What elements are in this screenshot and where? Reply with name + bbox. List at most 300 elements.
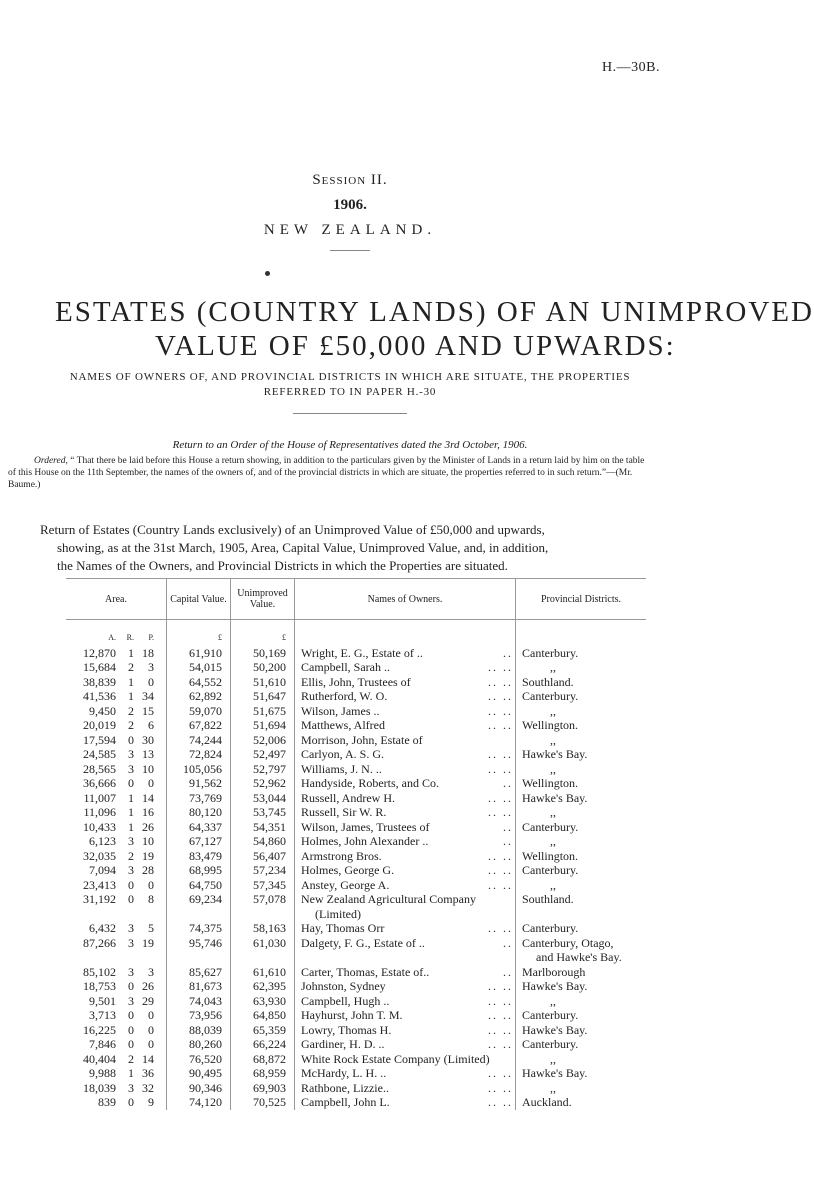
capital-value: 85,627 xyxy=(167,965,231,980)
area-roods: 3 xyxy=(128,1080,134,1095)
header-provincial-districts: Provincial Districts. xyxy=(516,579,647,620)
unimproved-value: 54,860 xyxy=(231,834,295,849)
area-perches: 26 xyxy=(142,979,154,993)
owner-name-cell xyxy=(295,733,516,748)
owner-name-cell xyxy=(295,660,516,675)
owner-name-cell xyxy=(295,863,516,878)
table-row xyxy=(66,892,646,921)
table-row xyxy=(66,994,646,1009)
capital-value: 61,910 xyxy=(167,646,231,661)
capital-value: 88,039 xyxy=(167,1023,231,1038)
owner-name-cell xyxy=(295,820,516,835)
leader-dots: .. .. xyxy=(488,703,513,718)
area-roods: 3 xyxy=(128,863,134,877)
capital-value: 95,746 xyxy=(167,936,231,965)
area-acres: 6,432 xyxy=(89,921,116,935)
owner-name: Dalgety, F. G., Estate of .. xyxy=(301,935,425,950)
capital-value: 90,346 xyxy=(167,1081,231,1096)
district-cell xyxy=(516,965,647,980)
leader-dots: .. .. xyxy=(488,1066,513,1080)
table-row xyxy=(66,1066,646,1081)
district-cell xyxy=(516,776,647,791)
leader-dots: .. .. xyxy=(488,1022,513,1037)
capital-value: 80,120 xyxy=(167,805,231,820)
owner-name: Russell, Andrew H. xyxy=(301,790,395,805)
district: Canterbury. xyxy=(522,1008,579,1022)
owner-name-cell xyxy=(295,646,516,661)
title-line-2: VALUE OF £50,000 AND UPWARDS: xyxy=(155,330,676,362)
area-perches: 0 xyxy=(148,1008,154,1022)
capital-value: 74,375 xyxy=(167,921,231,936)
ornament-dot xyxy=(265,271,270,276)
owner-name-cell xyxy=(295,1095,516,1110)
district-cell xyxy=(516,936,647,965)
district: ,, xyxy=(550,993,556,1008)
district-cell xyxy=(516,1052,647,1067)
district: Auckland. xyxy=(522,1095,572,1109)
title-divider xyxy=(293,413,407,414)
area-roods: 0 xyxy=(128,1037,134,1051)
leader-dots: .. .. xyxy=(488,674,513,689)
unimproved-value: 52,797 xyxy=(231,762,295,777)
owner-name: New Zealand Agricultural Company xyxy=(301,892,476,906)
area-acres: 38,839 xyxy=(83,674,116,689)
area-roods: 3 xyxy=(128,964,134,979)
owner-name-cell xyxy=(295,1023,516,1038)
owner-name-cell xyxy=(295,689,516,704)
table-row xyxy=(66,762,646,777)
unimproved-value: 53,745 xyxy=(231,805,295,820)
unimproved-value: 51,610 xyxy=(231,675,295,690)
area-perches: 3 xyxy=(148,660,154,674)
leader-dots: .. .. xyxy=(488,848,513,863)
return-line-1: Return of Estates (Country Lands exclusively) of an Unimproved Value of £50,000 and upwards, xyxy=(40,522,545,537)
country-label: NEW ZEALAND. xyxy=(263,222,437,238)
return-line-3: the Names of the Owners, and Provincial Districts in which the Properties are situated. xyxy=(57,558,508,573)
table-row xyxy=(66,820,646,835)
area-acres: 20,019 xyxy=(83,718,116,732)
capital-value: 72,824 xyxy=(167,747,231,762)
area-roods: 1 xyxy=(128,645,134,660)
district-cell xyxy=(516,718,647,733)
owner-name: McHardy, L. H. .. xyxy=(301,1066,387,1080)
short-divider xyxy=(330,250,370,251)
district: Hawke's Bay. xyxy=(522,790,588,805)
table-row xyxy=(66,979,646,994)
owner-name: Armstrong Bros. xyxy=(301,848,382,863)
area-acres: 18,753 xyxy=(83,979,116,993)
area-perches: 30 xyxy=(142,732,154,747)
capital-value: 64,337 xyxy=(167,820,231,835)
leader-dots: .. .. xyxy=(488,863,513,877)
owner-name: Carlyon, A. S. G. xyxy=(301,747,385,761)
area-roods: 2 xyxy=(128,660,134,674)
unimproved-value: 53,044 xyxy=(231,791,295,806)
unit-acres: A. xyxy=(108,633,116,642)
leader-dots: .. .. xyxy=(488,689,513,703)
district-cell xyxy=(516,1037,647,1052)
capital-value: 81,673 xyxy=(167,979,231,994)
unit-roods: R. xyxy=(126,633,134,642)
owner-name: Campbell, John L. xyxy=(301,1095,390,1109)
area-roods: 3 xyxy=(128,747,134,761)
units-row xyxy=(66,620,646,646)
area-acres: 9,988 xyxy=(89,1066,116,1080)
unimproved-value: 52,497 xyxy=(231,747,295,762)
owner-name: Williams, J. N. .. xyxy=(301,761,382,776)
owner-name: White Rock Estate Company (Limited) xyxy=(301,1051,490,1066)
leader-dots: .. xyxy=(503,935,513,950)
area-acres: 31,192 xyxy=(83,892,116,906)
area-acres: 15,684 xyxy=(83,660,116,674)
capital-value: 62,892 xyxy=(167,689,231,704)
district-cell xyxy=(516,704,647,719)
area-acres: 10,433 xyxy=(83,819,116,834)
unimproved-value: 63,930 xyxy=(231,994,295,1009)
leader-dots: .. .. xyxy=(488,1008,513,1022)
capital-value: 91,562 xyxy=(167,776,231,791)
district-cell xyxy=(516,849,647,864)
area-roods: 2 xyxy=(128,718,134,732)
area-roods: 0 xyxy=(128,979,134,993)
unimproved-value: 58,163 xyxy=(231,921,295,936)
owner-name-cell xyxy=(295,979,516,994)
area-acres: 23,413 xyxy=(83,877,116,892)
table-row xyxy=(66,921,646,936)
header-unimproved-value: Unimproved Value. xyxy=(231,579,295,620)
owner-name: Campbell, Hugh .. xyxy=(301,993,390,1008)
owner-name: Anstey, George A. xyxy=(301,877,390,892)
table-row xyxy=(66,834,646,849)
area-perches: 0 xyxy=(148,877,154,892)
area-acres: 40,404 xyxy=(83,1051,116,1066)
owner-name-cell xyxy=(295,1066,516,1081)
unimproved-value: 68,959 xyxy=(231,1066,295,1081)
paper-reference: H.—30B. xyxy=(602,60,660,75)
table-row xyxy=(66,791,646,806)
title-line-1: ESTATES (COUNTRY LANDS) OF AN UNIMPROVED xyxy=(55,296,814,328)
unimproved-value: 57,345 xyxy=(231,878,295,893)
owner-name-cell xyxy=(295,834,516,849)
district: Wellington. xyxy=(522,848,579,863)
session-label: Session II. xyxy=(312,172,388,188)
area-perches: 28 xyxy=(142,863,154,877)
district-cell xyxy=(516,834,647,849)
area-acres: 7,846 xyxy=(89,1037,116,1051)
area-roods: 2 xyxy=(128,703,134,718)
area-roods: 2 xyxy=(128,1051,134,1066)
area-perches: 14 xyxy=(142,790,154,805)
area-acres: 17,594 xyxy=(83,732,116,747)
owner-name-cell xyxy=(295,878,516,893)
area-perches: 26 xyxy=(142,819,154,834)
district: Hawke's Bay. xyxy=(522,1022,588,1037)
header-capital-value: Capital Value. xyxy=(167,579,231,620)
unimproved-value: 61,030 xyxy=(231,936,295,965)
capital-value: 90,495 xyxy=(167,1066,231,1081)
unit-capital: £ xyxy=(167,620,231,646)
area-perches: 0 xyxy=(148,1022,154,1037)
leader-dots: .. .. xyxy=(488,805,513,819)
capital-value: 64,750 xyxy=(167,878,231,893)
leader-dots: .. .. xyxy=(488,877,513,892)
owner-name: Rutherford, W. O. xyxy=(301,689,388,703)
area-acres: 32,035 xyxy=(83,848,116,863)
area-roods: 1 xyxy=(128,790,134,805)
district-cell xyxy=(516,863,647,878)
area-roods: 3 xyxy=(128,834,134,848)
area-perches: 13 xyxy=(142,747,154,761)
area-roods: 1 xyxy=(128,689,134,703)
area-roods: 2 xyxy=(128,848,134,863)
unimproved-value: 64,850 xyxy=(231,1008,295,1023)
ordered-lead: Ordered, xyxy=(34,456,68,466)
area-roods: 3 xyxy=(128,921,134,935)
table-row xyxy=(66,1052,646,1067)
capital-value: 54,015 xyxy=(167,660,231,675)
unimproved-value: 54,351 xyxy=(231,820,295,835)
subtitle-line-1: NAMES OF OWNERS OF, AND PROVINCIAL DISTRICTS IN WHICH ARE SITUATE, THE PROPERTIES xyxy=(69,371,631,383)
district: Southland. xyxy=(522,674,574,689)
leader-dots: .. xyxy=(503,964,513,979)
district: Hawke's Bay. xyxy=(522,1066,588,1080)
capital-value: 105,056 xyxy=(167,762,231,777)
district: Southland. xyxy=(522,892,574,906)
district-cell xyxy=(516,1066,647,1081)
area-perches: 10 xyxy=(142,834,154,848)
district: ,, xyxy=(550,877,556,892)
district: Canterbury. xyxy=(522,819,579,834)
district-cell xyxy=(516,921,647,936)
district-cell xyxy=(516,660,647,675)
owner-name: Johnston, Sydney xyxy=(301,979,386,993)
owner-name-cell xyxy=(295,747,516,762)
area-perches: 10 xyxy=(142,761,154,776)
table-row xyxy=(66,805,646,820)
district: Canterbury. xyxy=(522,863,579,877)
header-area: Area. xyxy=(66,579,167,620)
return-description xyxy=(40,521,660,575)
capital-value: 80,260 xyxy=(167,1037,231,1052)
area-perches: 6 xyxy=(148,718,154,732)
owner-name-cell xyxy=(295,965,516,980)
area-perches: 32 xyxy=(142,1080,154,1095)
district-cell xyxy=(516,820,647,835)
owner-name-cell xyxy=(295,921,516,936)
district-cell xyxy=(516,675,647,690)
area-perches: 19 xyxy=(142,935,154,950)
area-roods: 0 xyxy=(128,1095,134,1109)
owner-name-cell xyxy=(295,1052,516,1067)
unit-unimproved: £ xyxy=(231,620,295,646)
district-cell xyxy=(516,733,647,748)
owner-name: Gardiner, H. D. .. xyxy=(301,1037,385,1051)
district-cell xyxy=(516,1081,647,1096)
subtitle-line-2: REFERRED TO IN PAPER H.-30 xyxy=(263,386,437,398)
area-acres: 28,565 xyxy=(83,761,116,776)
district-cell xyxy=(516,689,647,704)
leader-dots: .. .. xyxy=(488,790,513,805)
owner-name-cell xyxy=(295,776,516,791)
ordered-text: “ That there be laid before this House a return showing, in addition to the particulars given by the Minister of Lands in a return laid by him on the table of this House on the 11th September, the names of the owners of, and of the provincial districts in which are situate, the properties referred to in such return.”—(Mr. Baume.) xyxy=(8,456,645,490)
table-row xyxy=(66,660,646,675)
area-perches: 0 xyxy=(148,776,154,790)
capital-value: 74,120 xyxy=(167,1095,231,1110)
district-cell xyxy=(516,747,647,762)
estates-table xyxy=(66,578,646,1110)
area-acres: 87,266 xyxy=(83,935,116,950)
capital-value: 64,552 xyxy=(167,675,231,690)
area-acres: 11,007 xyxy=(83,790,116,805)
area-roods: 1 xyxy=(128,674,134,689)
owner-name: Lowry, Thomas H. xyxy=(301,1022,392,1037)
capital-value: 73,956 xyxy=(167,1008,231,1023)
district: ,, xyxy=(550,660,556,674)
unimproved-value: 52,006 xyxy=(231,733,295,748)
owner-name-cell xyxy=(295,936,516,965)
owner-name: Carter, Thomas, Estate of.. xyxy=(301,964,430,979)
unimproved-value: 65,359 xyxy=(231,1023,295,1038)
owner-name: Wilson, James .. xyxy=(301,703,380,718)
owner-name-cell xyxy=(295,718,516,733)
area-acres: 85,102 xyxy=(83,964,116,979)
table-row xyxy=(66,704,646,719)
owner-name-cell xyxy=(295,1008,516,1023)
district: Canterbury. xyxy=(522,689,579,703)
district: Canterbury. xyxy=(522,645,579,660)
unimproved-value: 52,962 xyxy=(231,776,295,791)
area-roods: 0 xyxy=(128,732,134,747)
district: ,, xyxy=(550,834,556,848)
area-roods: 0 xyxy=(128,776,134,790)
owner-name-cont: (Limited) xyxy=(315,906,361,921)
owner-name-cell xyxy=(295,892,516,921)
unimproved-value: 50,169 xyxy=(231,646,295,661)
leader-dots: .. .. xyxy=(488,1080,513,1095)
district-cell xyxy=(516,762,647,777)
leader-dots: .. xyxy=(503,819,513,834)
table-row xyxy=(66,747,646,762)
table-row xyxy=(66,936,646,965)
leader-dots: .. .. xyxy=(488,1037,513,1051)
year-label: 1906. xyxy=(333,197,367,213)
return-line-2: showing, as at the 31st March, 1905, Area, Capital Value, Unimproved Value, and, in addition, xyxy=(57,540,549,555)
area-roods: 0 xyxy=(128,892,134,906)
unimproved-value: 61,610 xyxy=(231,965,295,980)
district: Hawke's Bay. xyxy=(522,979,588,993)
unimproved-value: 68,872 xyxy=(231,1052,295,1067)
leader-dots: .. .. xyxy=(488,747,513,761)
district: ,, xyxy=(550,703,556,718)
district: Wellington. xyxy=(522,718,579,732)
area-perches: 19 xyxy=(142,848,154,863)
area-roods: 3 xyxy=(128,761,134,776)
area-acres: 9,501 xyxy=(89,993,116,1008)
district: ,, xyxy=(550,1051,556,1066)
owner-name: Rathbone, Lizzie.. xyxy=(301,1080,389,1095)
unimproved-value: 50,200 xyxy=(231,660,295,675)
capital-value: 69,234 xyxy=(167,892,231,921)
leader-dots: .. .. xyxy=(488,979,513,993)
owner-name: Hay, Thomas Orr xyxy=(301,921,385,935)
unimproved-value: 57,078 xyxy=(231,892,295,921)
district-cell xyxy=(516,878,647,893)
table-row xyxy=(66,776,646,791)
district-cell xyxy=(516,1008,647,1023)
district-cell xyxy=(516,892,647,921)
district-cell xyxy=(516,791,647,806)
owner-name-cell xyxy=(295,762,516,777)
leader-dots: .. .. xyxy=(488,718,513,732)
district: ,, xyxy=(550,732,556,747)
capital-value: 73,769 xyxy=(167,791,231,806)
capital-value: 59,070 xyxy=(167,704,231,719)
owner-name: Campbell, Sarah .. xyxy=(301,660,390,674)
owner-name: Holmes, George G. xyxy=(301,863,395,877)
area-acres: 9,450 xyxy=(89,703,116,718)
area-acres: 839 xyxy=(98,1095,116,1109)
table-row xyxy=(66,1023,646,1038)
unimproved-value: 56,407 xyxy=(231,849,295,864)
area-perches: 15 xyxy=(142,703,154,718)
header-names-of-owners: Names of Owners. xyxy=(295,579,516,620)
table-row xyxy=(66,1081,646,1096)
table-row xyxy=(66,863,646,878)
area-roods: 0 xyxy=(128,1022,134,1037)
district-cell xyxy=(516,994,647,1009)
owner-name-cell xyxy=(295,791,516,806)
unit-perches: P. xyxy=(148,633,154,642)
area-perches: 8 xyxy=(148,892,154,906)
table-row xyxy=(66,733,646,748)
leader-dots: .. .. xyxy=(488,660,513,674)
owner-name-cell xyxy=(295,704,516,719)
area-perches: 18 xyxy=(142,645,154,660)
capital-value: 67,822 xyxy=(167,718,231,733)
area-acres: 41,536 xyxy=(83,689,116,703)
area-roods: 1 xyxy=(128,1066,134,1080)
unimproved-value: 51,694 xyxy=(231,718,295,733)
district: ,, xyxy=(550,805,556,819)
owner-name-cell xyxy=(295,675,516,690)
district: Canterbury, Otago, xyxy=(522,935,614,950)
area-perches: 36 xyxy=(142,1066,154,1080)
district: Canterbury. xyxy=(522,1037,579,1051)
district-cell xyxy=(516,646,647,661)
owner-name-cell xyxy=(295,849,516,864)
leader-dots: .. .. xyxy=(488,761,513,776)
table-row xyxy=(66,965,646,980)
unimproved-value: 62,395 xyxy=(231,979,295,994)
area-acres: 11,096 xyxy=(83,805,116,819)
leader-dots: .. xyxy=(503,776,513,790)
table-row xyxy=(66,1095,646,1110)
district: ,, xyxy=(550,761,556,776)
area-acres: 16,225 xyxy=(83,1022,116,1037)
area-perches: 5 xyxy=(148,921,154,935)
owner-name-cell xyxy=(295,1081,516,1096)
district-cell xyxy=(516,979,647,994)
unimproved-value: 66,224 xyxy=(231,1037,295,1052)
owner-name: Matthews, Alfred xyxy=(301,718,385,732)
unimproved-value: 51,675 xyxy=(231,704,295,719)
district: Wellington. xyxy=(522,776,579,790)
leader-dots: .. xyxy=(503,645,513,660)
area-perches: 29 xyxy=(142,993,154,1008)
owner-name: Ellis, John, Trustees of xyxy=(301,674,411,689)
owner-name: Russell, Sir W. R. xyxy=(301,805,387,819)
unimproved-value: 69,903 xyxy=(231,1081,295,1096)
